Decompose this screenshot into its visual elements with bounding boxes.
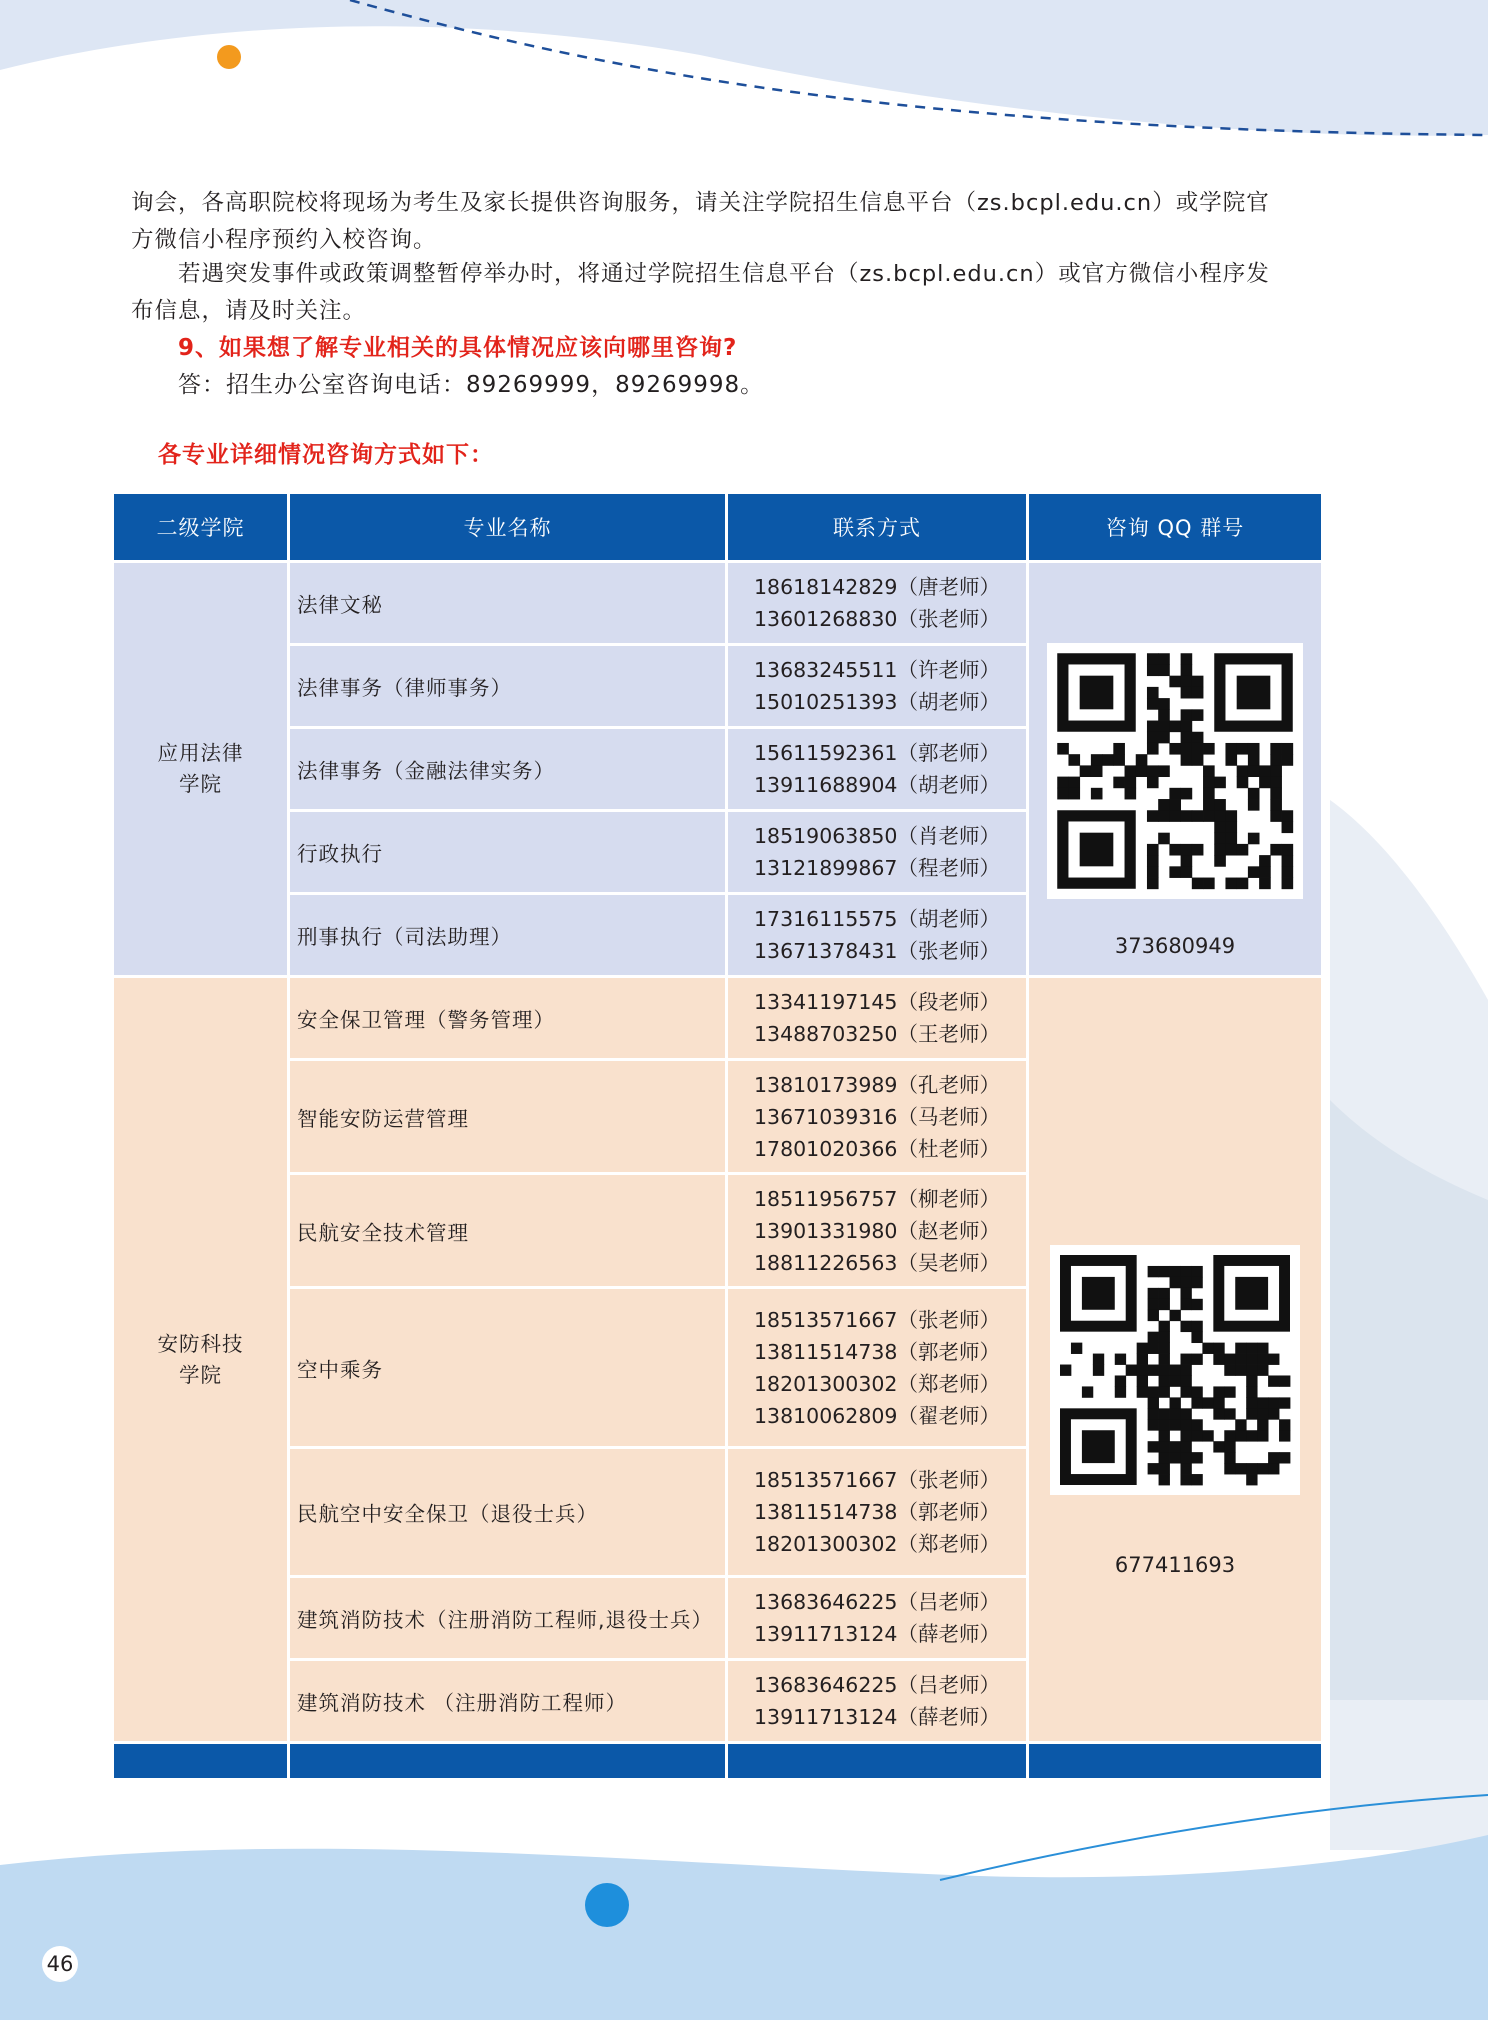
contact-phone: 18201300302（郑老师） [754,1532,1000,1556]
intro-p1-line1: 询会，各高职院校将现场为考生及家长提供咨询服务，请关注学院招生信息平台（zs.bcpl.edu.cn）或学院官 [131,190,1270,216]
major-name: 行政执行 [289,811,727,894]
contact-phone: 13911688904（胡老师） [754,773,1000,797]
intro-p2-line1: 若遇突发事件或政策调整暂停举办时，将通过学院招生信息平台（zs.bcpl.edu.cn）或官方微信小程序发 [178,261,1270,287]
contact-phone: 13488703250（王老师） [754,1022,1000,1046]
contact-cell [727,562,1028,645]
faq-question: 9、如果想了解专业相关的具体情况应该向哪里咨询? [178,335,738,361]
contact-phone: 13683646225（吕老师） [754,1673,1000,1697]
contact-phone: 17801020366（杜老师） [754,1136,1000,1161]
footer-cell [1028,1743,1323,1780]
table-row [113,977,1323,1060]
header-qq-group: 咨询 QQ 群号 [1028,493,1323,562]
major-name: 智能安防运营管理 [289,1060,727,1174]
intro-paragraph-2 [131,256,1331,330]
qq-cell-law [1028,562,1323,977]
major-name: 法律文秘 [289,562,727,645]
major-name: 建筑消防技术（注册消防工程师,退役士兵） [289,1577,727,1660]
qr-code-security [1050,1245,1300,1495]
contact-phone: 13683245511（许老师） [754,658,1000,682]
contact-phone: 17316115575（胡老师） [754,907,1000,931]
faq-answer: 答：招生办公室咨询电话：89269999，89269998。 [178,372,765,398]
contact-phone: 15010251393（胡老师） [754,690,1000,714]
college-name-line1: 安防科技 [157,1331,244,1356]
college-name-line2: 学院 [179,772,222,796]
contact-phone: 13901331980（赵老师） [754,1218,1000,1243]
contact-cell [727,1448,1028,1577]
contact-cell [727,1288,1028,1448]
college-name-line2: 学院 [179,1362,222,1387]
table-footer-row [113,1743,1323,1780]
page-number: 46 [42,1946,78,1982]
intro-p1-line2: 方微信小程序预约入校咨询。 [131,227,437,253]
contact-cell [727,728,1028,811]
major-name: 刑事执行（司法助理） [289,894,727,977]
contact-phone: 13671039316（马老师） [754,1104,1000,1129]
contact-phone: 13671378431（张老师） [754,939,1000,963]
major-name: 法律事务（金融法律实务） [289,728,727,811]
major-name: 空中乘务 [289,1288,727,1448]
major-name: 建筑消防技术 （注册消防工程师） [289,1660,727,1743]
contact-phone: 13911713124（薛老师） [754,1622,1000,1646]
intro-p2-line2: 布信息，请及时关注。 [131,298,367,324]
qr-code-icon [1050,1245,1300,1495]
qr-code-law [1047,643,1303,899]
section-title: 各专业详细情况咨询方式如下： [158,442,494,468]
header-major: 专业名称 [289,493,727,562]
contact-phone: 18811226563（吴老师） [754,1250,1000,1275]
contact-cell [727,645,1028,728]
contact-cell [727,894,1028,977]
footer-cell [727,1743,1028,1780]
qr-code-icon [1047,643,1303,899]
contact-cell [727,1660,1028,1743]
intro-paragraph-1 [131,185,1331,259]
major-name: 民航安全技术管理 [289,1174,727,1288]
contact-phone: 18513571667（张老师） [754,1468,1000,1492]
contact-phone: 13601268830（张老师） [754,607,1000,631]
footer-cell [113,1743,289,1780]
header-college: 二级学院 [113,493,289,562]
qq-number-security: 677411693 [1114,1553,1236,1577]
table-header-row [113,493,1323,562]
contact-phone: 18519063850（肖老师） [754,824,1000,848]
contact-phone: 13811514738（郭老师） [754,1339,1000,1364]
contact-phone: 13341197145（段老师） [754,990,1000,1014]
college-cell-law [113,562,289,977]
contact-phone: 13911713124（薛老师） [754,1705,1000,1729]
contact-phone: 13683646225（吕老师） [754,1590,1000,1614]
contact-phone: 18618142829（唐老师） [754,575,1000,599]
consultation-table [111,491,1324,1781]
college-cell-security [113,977,289,1743]
contact-cell [727,1577,1028,1660]
contact-phone: 18511956757（柳老师） [754,1186,1000,1211]
contact-cell [727,1060,1028,1174]
contact-phone: 13810173989（孔老师） [754,1072,1000,1097]
qq-cell-security [1028,977,1323,1743]
contact-phone: 13811514738（郭老师） [754,1500,1000,1524]
major-name: 安全保卫管理（警务管理） [289,977,727,1060]
header-contact: 联系方式 [727,493,1028,562]
contact-phone: 18513571667（张老师） [754,1307,1000,1332]
major-name: 民航空中安全保卫（退役士兵） [289,1448,727,1577]
contact-cell [727,977,1028,1060]
table-row [113,562,1323,645]
contact-cell [727,811,1028,894]
major-name: 法律事务（律师事务） [289,645,727,728]
contact-cell [727,1174,1028,1288]
contact-phone: 13810062809（翟老师） [754,1403,1000,1428]
contact-phone: 13121899867（程老师） [754,856,1000,880]
footer-cell [289,1743,727,1780]
college-name-line1: 应用法律 [157,741,244,765]
contact-phone: 15611592361（郭老师） [754,741,1000,765]
contact-phone: 18201300302（郑老师） [754,1371,1000,1396]
qq-number-law: 373680949 [1114,934,1236,958]
